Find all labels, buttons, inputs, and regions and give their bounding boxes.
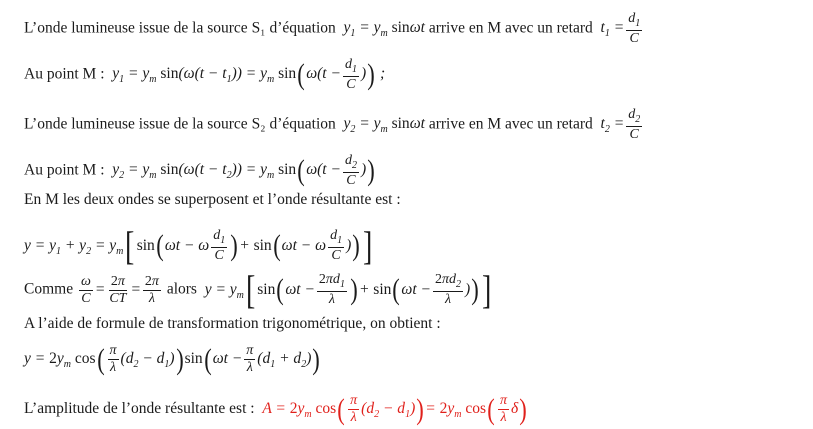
line-superposition: En M les deux ondes se superposent et l’onde résultante est : xyxy=(24,191,401,208)
line-source2: L’onde lumineuse issue de la source S₂ d’équation $y_2 = y_m$ sinωt arrive en M avec un retard $t_2$ = $\frac{d_2}{C}$ xyxy=(24,108,644,142)
delay-t1: $t_1$ = $\frac{d_1}{C}$ xyxy=(596,11,641,46)
line-amplitude: L’amplitude de l’onde résultante est : $A = 2y_m$ cos( $\frac{\pi}{\lambda}$ $(d_2 - d_1))= 2y_m$ cos( $\frac{\pi}{\lambda}$ δ) xyxy=(24,392,527,426)
equation-y1: $y_1 = y_m$ sinωt xyxy=(339,19,425,40)
formula-amplitude: $A = 2y_m$ cos( $\frac{\pi}{\lambda}$ $(d_2 - d_1))= 2y_m$ cos( $\frac{\pi}{\lambda}$ δ) xyxy=(258,392,527,426)
line-point-m-2: Au point M : $y_2 = y_m$ $\sin(\omega(t - t_2)) = y_m$ sin(ω(t − $\frac{d_2}{C}$ )) xyxy=(24,153,375,188)
delay-t2: $t_2$ = $\frac{d_2}{C}$ xyxy=(596,107,641,142)
line-source1: L’onde lumineuse issue de la source S₁ d’équation $y_1 = y_m$ sinωt arrive en M avec un retard $t_1$ = $\frac{d_1}{C}$ xyxy=(24,12,644,46)
formula-result: $y = 2y_m$ cos( $\frac{\pi}{\lambda}$ $(d_2 - d_1))\sin(\omega t$ − $\frac{\pi}{\lambda}$ $(d_1 + d_2)$) xyxy=(24,342,321,376)
formula-sum: $y = y_1 + y_2 = y_m$[ sin(ωt − ω $\frac{d_1}{C}$ )+ sin(ωt − ω $\frac{d_1}{C}$ ))] xyxy=(24,223,373,268)
formula-y1-at-m: $y_1 = y_m$ $\sin(\omega(t - t_1)) = y_m$ sin(ω(t − $\frac{d_1}{C}$ )) ; xyxy=(108,57,386,92)
line-comme: Comme $\frac{\omega}{C}$ = $\frac{2\pi}{CT}$ = $\frac{2\pi}{\lambda}$ alors $y = y_m$[ sin(ωt − $\frac{2\pi d_1}{\lambda}$ )+ sin(ωt − $\frac{2\pi d_2}{\lambda}$ ))] xyxy=(24,267,492,312)
formula-y2-at-m: $y_2 = y_m$ $\sin(\omega(t - t_2)) = y_m$ sin(ω(t − $\frac{d_2}{C}$ )) xyxy=(108,153,375,188)
formula-omega-ratio: $\frac{\omega}{C}$ = $\frac{2\pi}{CT}$ = $\frac{2\pi}{\lambda}$ xyxy=(80,273,159,306)
formula-y-lambda: $y = y_m$[ sin(ωt − $\frac{2\pi d_1}{\lambda}$ )+ sin(ωt − $\frac{2\pi d_2}{\lambda}$ ))] xyxy=(200,267,492,312)
line-trigonometric: A l’aide de formule de transformation trigonométrique, on obtient : xyxy=(24,315,441,332)
equation-y2: $y_2 = y_m$ sinωt xyxy=(339,115,425,136)
line-point-m-1: Au point M : $y_1 = y_m$ $\sin(\omega(t - t_1)) = y_m$ sin(ω(t − $\frac{d_1}{C}$ )) ; xyxy=(24,57,386,92)
